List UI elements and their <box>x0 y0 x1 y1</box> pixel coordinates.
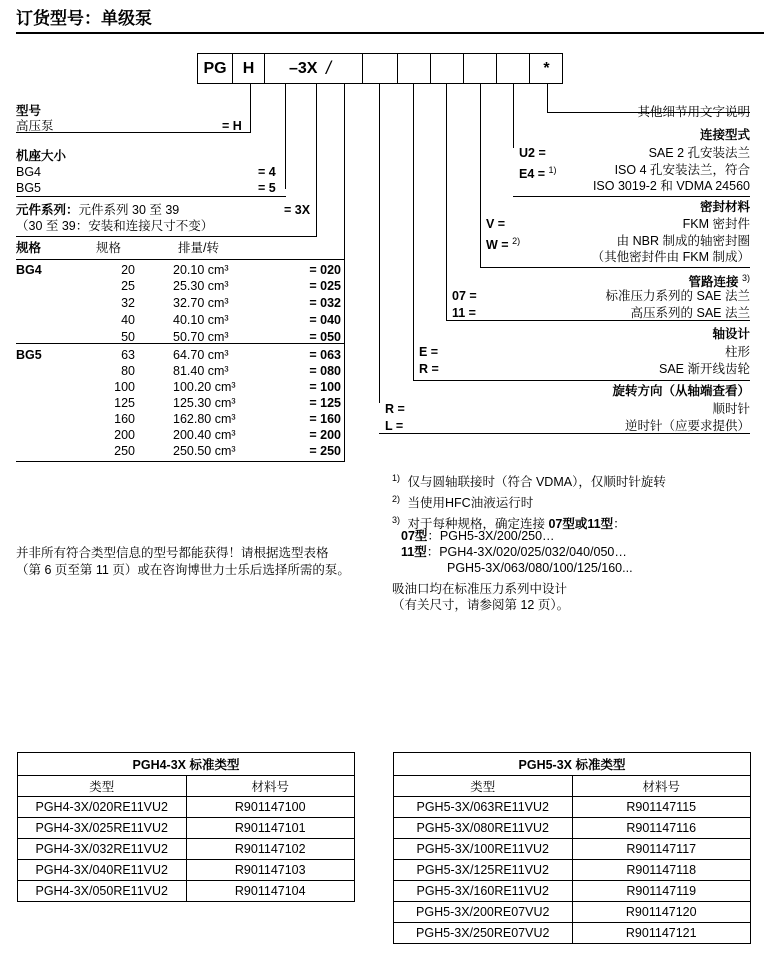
type-cell: PGH4-3X/032RE11VU2 <box>18 839 187 860</box>
w-footnote-ref: 2) <box>512 236 521 246</box>
table-row <box>18 839 355 860</box>
size-code: = 080 <box>309 364 341 378</box>
footnote-3-11-text: ：PGH4-3X/020/025/032/040/050… <box>426 545 627 559</box>
connector-other <box>547 84 548 112</box>
displacement-value: 25.30 cm³ <box>173 279 229 293</box>
rotation-heading: 旋转方向（从轴端查看） <box>612 384 750 398</box>
series-label: 元件系列： <box>16 203 79 217</box>
series-code: = 3X <box>284 203 311 217</box>
type-cell: PGH4-3X/020RE11VU2 <box>18 797 187 818</box>
availability-note-line1: 并非所有符合类型信息的型号都能获得！请根据选型表格 <box>16 546 329 560</box>
shaft-heading: 轴设计 <box>712 327 750 341</box>
p11-code: 11 = <box>452 306 476 320</box>
rule-size-end <box>344 259 345 461</box>
series-line1 <box>16 202 179 218</box>
pgh4-col-type: 类型 <box>18 776 187 797</box>
material-cell: R901147104 <box>186 881 355 902</box>
material-cell: R901147117 <box>572 839 751 860</box>
rule-series <box>16 236 317 237</box>
type-cell: PGH5-3X/250RE07VU2 <box>394 923 573 944</box>
displacement-value: 40.10 cm³ <box>173 313 229 327</box>
u2-code: U2 = <box>519 146 546 160</box>
type-cell: PGH5-3X/200RE07VU2 <box>394 902 573 923</box>
displacement-value: 250.50 cm³ <box>173 444 236 458</box>
table-row <box>394 860 751 881</box>
table-row <box>394 923 751 944</box>
size-row <box>16 411 342 427</box>
suction-note-line1: 吸油口均在标准压力系列中设计 <box>392 582 568 596</box>
p07-text: 标准压力系列的 SAE 法兰 <box>605 289 750 303</box>
material-cell: R901147102 <box>186 839 355 860</box>
type-cell: PGH4-3X/025RE11VU2 <box>18 818 187 839</box>
displacement-value: 162.80 cm³ <box>173 412 236 426</box>
footnote-1-marker: 1) <box>392 473 401 483</box>
frame-bg4-label: BG4 <box>16 165 42 179</box>
w-code-text: W = <box>486 238 509 253</box>
code-slash: / <box>326 58 332 78</box>
code-cell-4 <box>363 54 398 83</box>
size-row <box>16 443 342 459</box>
size-value: 20 <box>121 263 135 277</box>
size-value: 25 <box>121 279 135 293</box>
model-heading: 型号 <box>16 104 42 118</box>
type-cell: PGH5-3X/063RE11VU2 <box>394 797 573 818</box>
e4-code-text: E4 = <box>519 167 546 182</box>
footnote-1 <box>392 470 666 490</box>
table-row <box>18 860 355 881</box>
footnote-3-11-line2: PGH5-3X/063/080/100/125/160... <box>447 561 633 575</box>
displacement-value: 125.30 cm³ <box>173 396 236 410</box>
displacement-value: 32.70 cm³ <box>173 296 229 310</box>
pipe-heading-text: 管路连接 <box>688 275 739 290</box>
connector-pipe <box>446 84 447 320</box>
material-cell: R901147115 <box>572 797 751 818</box>
table-row <box>394 902 751 923</box>
connector-rotation <box>379 84 380 403</box>
w-text: 由 NBR 制成的轴密封圈 <box>616 234 750 248</box>
footnote-3-11 <box>401 544 627 560</box>
connection-heading: 连接型式 <box>699 128 750 142</box>
size-row <box>16 427 342 443</box>
e4-footnote-ref: 1) <box>548 165 557 175</box>
size-value: 250 <box>114 444 135 458</box>
group-bg4: BG4 <box>16 263 42 277</box>
table-row <box>394 818 751 839</box>
size-row <box>16 312 342 329</box>
size-code: = 040 <box>309 313 341 327</box>
connector-seal <box>480 84 481 267</box>
footnote-2 <box>392 491 533 511</box>
code-cell-series <box>265 54 363 83</box>
footnote-3-text-b: 07型或11型 <box>548 517 614 532</box>
suction-note-line2: （有关尺寸，请参阅第 12 页）。 <box>392 598 570 612</box>
material-cell: R901147116 <box>572 818 751 839</box>
size-row <box>16 329 342 346</box>
material-cell: R901147101 <box>186 818 355 839</box>
rule-seal <box>480 267 750 268</box>
footnote-3-text-c: ： <box>613 517 626 532</box>
e-text: 柱形 <box>724 345 750 359</box>
code-cell-h: H <box>233 54 265 83</box>
e-code: E = <box>419 345 439 359</box>
size-value: 63 <box>121 348 135 362</box>
size-row <box>16 347 342 363</box>
l-code: L = <box>385 419 404 433</box>
rule-size-bottom <box>16 461 345 462</box>
table-row <box>18 797 355 818</box>
size-code: = 063 <box>309 348 341 362</box>
pipe-footnote-ref: 3) <box>741 273 750 283</box>
seal-heading: 密封材料 <box>699 200 750 214</box>
size-value: 80 <box>121 364 135 378</box>
table-row <box>18 881 355 902</box>
table-row <box>394 839 751 860</box>
displacement-value: 20.10 cm³ <box>173 263 229 277</box>
frame-bg5-code: = 5 <box>258 181 276 195</box>
v-text: FKM 密封件 <box>682 217 750 231</box>
footnote-3-text-a: 对于每种规格，确定连接 <box>407 517 549 532</box>
footnote-3-marker: 3) <box>392 515 401 525</box>
size-value: 40 <box>121 313 135 327</box>
type-cell: PGH4-3X/050RE11VU2 <box>18 881 187 902</box>
bg5-rows <box>16 347 342 459</box>
size-row <box>16 295 342 312</box>
code-cell-8 <box>497 54 530 83</box>
rule-shaft <box>413 380 750 381</box>
code-cell-5 <box>398 54 431 83</box>
footnote-3-07-text: ：PGH5-3X/200/250… <box>427 529 555 543</box>
size-code: = 020 <box>309 263 341 277</box>
type-cell: PGH5-3X/080RE11VU2 <box>394 818 573 839</box>
page-title: 订货型号：单级泵 <box>16 9 152 28</box>
model-hp-label: 高压泵 <box>16 119 54 133</box>
series-line2: （30 至 39：安装和连接尺寸不变） <box>16 219 214 233</box>
rule-conn <box>513 196 750 197</box>
size-row <box>16 379 342 395</box>
type-cell: PGH5-3X/100RE11VU2 <box>394 839 573 860</box>
l-text: 逆时针（应要求提供） <box>624 419 750 433</box>
displacement-column-header: 排量/转 <box>178 241 219 255</box>
size-row <box>16 395 342 411</box>
rule-frame <box>16 196 286 197</box>
bg4-rows <box>16 262 342 346</box>
material-cell: R901147118 <box>572 860 751 881</box>
series-text: 元件系列 30 至 39 <box>78 203 180 217</box>
v-code: V = <box>486 217 506 231</box>
table-row <box>394 881 751 902</box>
displacement-value: 200.40 cm³ <box>173 428 236 442</box>
size-code: = 025 <box>309 279 341 293</box>
frame-bg4-code: = 4 <box>258 165 276 179</box>
footnote-3-07-label: 07型 <box>401 529 428 543</box>
size-value: 50 <box>121 330 135 344</box>
code-cell-asterisk: * <box>543 60 550 77</box>
footnote-3-11-label: 11型 <box>401 545 427 559</box>
other-details-label: 其他细节用文字说明 <box>637 105 750 119</box>
pgh5-table-title: PGH5-3X 标准类型 <box>394 753 751 776</box>
footnote-3-07 <box>401 528 555 544</box>
size-value: 125 <box>114 396 135 410</box>
connector-shaft <box>413 84 414 380</box>
title-rule <box>16 32 764 34</box>
p11-text: 高压系列的 SAE 法兰 <box>630 306 750 320</box>
material-cell: R901147119 <box>572 881 751 902</box>
pgh4-standard-table <box>17 752 355 902</box>
pgh4-col-material: 材料号 <box>186 776 355 797</box>
pgh5-col-material: 材料号 <box>572 776 751 797</box>
e4-text2: ISO 3019-2 和 VDMA 24560 <box>592 179 750 193</box>
p07-code: 07 = <box>452 289 477 303</box>
displacement-value: 64.70 cm³ <box>173 348 229 362</box>
type-cell: PGH5-3X/125RE11VU2 <box>394 860 573 881</box>
footnote-2-text: 当使用HFC油液运行时 <box>407 496 534 511</box>
code-cell-7 <box>464 54 497 83</box>
size-code: = 125 <box>309 396 341 410</box>
size-heading: 规格 <box>16 241 42 255</box>
size-value: 32 <box>121 296 135 310</box>
table-row <box>394 797 751 818</box>
type-cell: PGH5-3X/160RE11VU2 <box>394 881 573 902</box>
connector-series <box>316 84 317 236</box>
size-value: 100 <box>114 380 135 394</box>
w-text2: （其他密封件由 FKM 制成） <box>591 250 750 264</box>
footnote-2-marker: 2) <box>392 494 401 504</box>
rr-text: 顺时针 <box>712 402 750 416</box>
code-cell-pg: PG <box>198 54 233 83</box>
connector-frame <box>285 84 286 189</box>
size-column-header: 规格 <box>96 241 122 255</box>
r-text: SAE 渐开线齿轮 <box>659 362 750 376</box>
rule-size-head <box>16 259 345 260</box>
connector-size <box>344 84 345 259</box>
pgh4-table-title: PGH4-3X 标准类型 <box>18 753 355 776</box>
size-code: = 050 <box>309 330 341 344</box>
size-row <box>16 278 342 295</box>
code-series-text: –3X <box>289 60 318 77</box>
connector-h <box>250 84 251 132</box>
model-hp-code: = H <box>222 119 242 133</box>
u2-text: SAE 2 孔安装法兰 <box>648 146 750 160</box>
availability-note-line2: （第 6 页至第 11 页）或在咨询博世力士乐后选择所需的泵。 <box>16 563 350 577</box>
size-code: = 200 <box>309 428 341 442</box>
size-code: = 032 <box>309 296 341 310</box>
frame-heading: 机座大小 <box>16 149 67 163</box>
displacement-value: 100.20 cm³ <box>173 380 236 394</box>
e4-text: ISO 4 孔安装法兰，符合 <box>614 163 750 177</box>
displacement-value: 50.70 cm³ <box>173 330 229 344</box>
r-code: R = <box>419 362 439 376</box>
connector-conn <box>513 84 514 148</box>
size-value: 160 <box>114 412 135 426</box>
group-bg5: BG5 <box>16 348 42 362</box>
material-cell: R901147103 <box>186 860 355 881</box>
type-cell: PGH4-3X/040RE11VU2 <box>18 860 187 881</box>
code-cell-6 <box>431 54 464 83</box>
rr-code: R = <box>385 402 405 416</box>
size-code: = 160 <box>309 412 341 426</box>
material-cell: R901147100 <box>186 797 355 818</box>
order-code-box <box>197 53 563 84</box>
material-cell: R901147121 <box>572 923 751 944</box>
size-value: 200 <box>114 428 135 442</box>
size-row <box>16 363 342 379</box>
frame-bg5-label: BG5 <box>16 181 42 195</box>
displacement-value: 81.40 cm³ <box>173 364 229 378</box>
size-code: = 250 <box>309 444 341 458</box>
footnote-1-text: 仅与圆轴联接时（符合 VDMA），仅顺时针旋转 <box>407 475 666 490</box>
pgh5-standard-table <box>393 752 751 944</box>
size-row <box>16 262 342 278</box>
pgh5-col-type: 类型 <box>394 776 573 797</box>
size-code: = 100 <box>309 380 341 394</box>
table-row <box>18 818 355 839</box>
material-cell: R901147120 <box>572 902 751 923</box>
